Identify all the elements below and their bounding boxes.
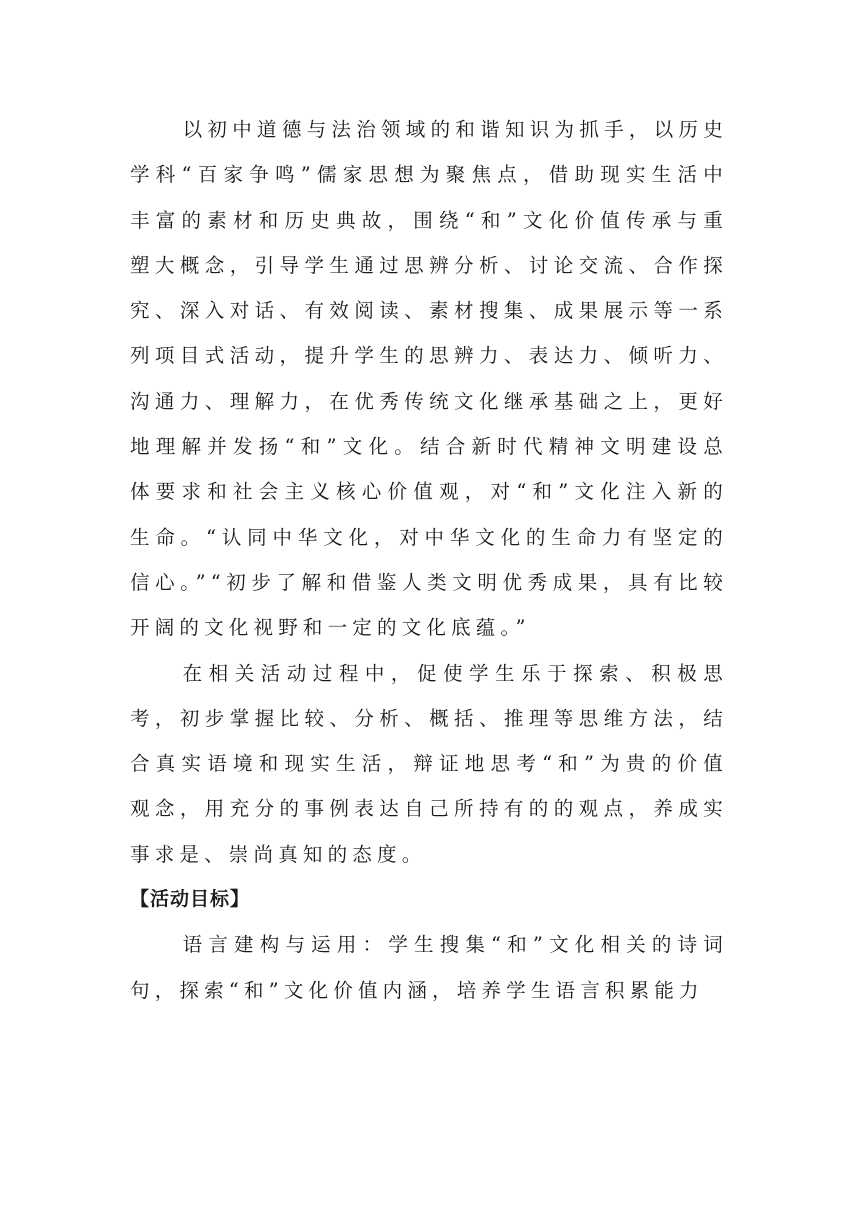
section-heading: 【活动目标】 [130,888,251,911]
document-body [130,107,728,1013]
process-paragraph: 在相关活动过程中，促使学生乐于探索、积极思考，初步掌握比较、分析、概括、推理等思维方法，结合真实语境和现实生活，辩证地思考“和”为贵的价值观念，用充分的事例表达自己所持有的的观点，养成实事求是、崇尚真知的态度。 [130,661,728,866]
goal-paragraph: 语言建构与运用：学生搜集“和”文化相关的诗词句，探索“和”文化价值内涵，培养学生语言积累能力 [130,933,728,1002]
intro-paragraph: 以初中道德与法治领域的和谐知识为抓手，以历史学科“百家争鸣”儒家思想为聚焦点，借助现实生活中丰富的素材和历史典故，围绕“和”文化价值传承与重塑大概念，引导学生通过思辨分析、讨论交流、合作探究、深入对话、有效阅读、素材搜集、成果展示等一系列项目式活动，提升学生的思辨力、表达力、倾听力、沟通力、理解力，在优秀传统文化继承基础之上，更好地理解并发扬“和”文化。结合新时代精神文明建设总体要求和社会主义核心价值观，对“和”文化注入新的生命。“认同中华文化，对中华文化的生命力有坚定的信心。”“初步了解和借鉴人类文明优秀成果，具有比较开阔的文化视野和一定的文化底蕴。” [130,118,728,640]
